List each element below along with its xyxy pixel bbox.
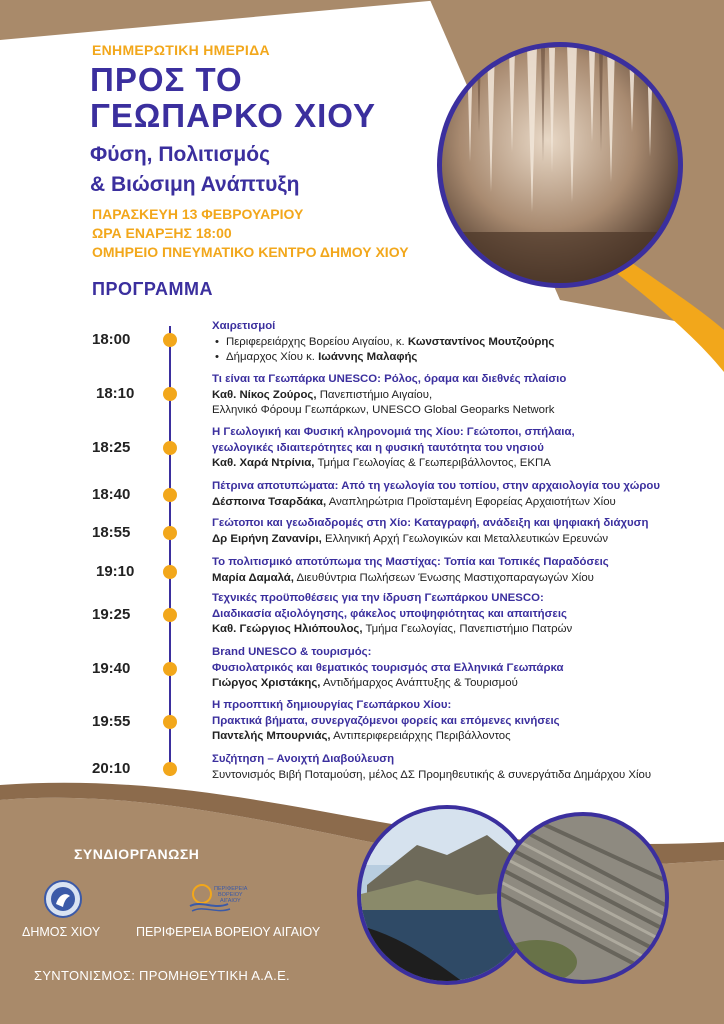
- speaker-affiliation: Τμήμα Γεωλογίας, Πανεπιστήμιο Πατρών: [365, 623, 573, 635]
- subtitle-line-2: & Βιώσιμη Ανάπτυξη: [90, 173, 300, 196]
- bullet-role: Περιφερειάρχης Βορείου Αιγαίου, κ.: [226, 335, 405, 348]
- program-item: [212, 555, 609, 586]
- item-title: Γεώτοποι και γεωδιαδρομές στη Χίο: Καταγραφή, ανάδειξη και ψηφιακή διάχυση: [212, 517, 649, 529]
- program-item: [212, 319, 554, 366]
- moderator-info: Συντονισμός Βιβή Ποταμούση, μέλος ΔΣ Προμηθευτικής & συνεργάτιδα Δημάρχου Χίου: [212, 768, 652, 781]
- time-slot: 18:55: [92, 524, 131, 541]
- item-title: Η προοπτική δημιουργίας Γεωπάρκου Χίου:: [212, 699, 452, 711]
- speaker-affiliation: Πανεπιστήμιο Αιγαίου,: [319, 388, 433, 401]
- event-venue: ΟΜΗΡΕΙΟ ΠΝΕΥΜΑΤΙΚΟ ΚΕΝΤΡΟ ΔΗΜΟΥ ΧΙΟΥ: [92, 244, 409, 260]
- speaker-affiliation: Τμήμα Γεωλογίας & Γεωπεριβάλλοντος, ΕΚΠΑ: [317, 457, 551, 469]
- speaker-affiliation: Αντιπεριφερειάρχης Περιβάλλοντος: [333, 730, 511, 742]
- top-left-brown-triangle: [0, 0, 440, 40]
- speaker-name: Δέσποινα Τσαρδάκα,: [212, 495, 327, 508]
- bullet-role: Δήμαρχος Χίου κ.: [226, 351, 315, 363]
- item-title: Τι είναι τα Γεωπάρκα UNESCO: Ρόλος, όραμα και διεθνές πλαίσιο: [212, 373, 567, 385]
- title-line-2: ΓΕΩΠΑΡΚΟ ΧΙΟΥ: [90, 97, 377, 134]
- org-north-aegean-region: ΠΕΡΙΦΕΡΕΙΑ ΒΟΡΕΙΟΥ ΑΙΓΑΙΟΥ: [136, 925, 321, 939]
- chios-municipality-logo: [44, 880, 82, 918]
- item-title-cont: Διαδικασία αξιολόγησης, φάκελος υποψηφιότητας και απαιτήσεις: [212, 607, 567, 620]
- coordination-credit: ΣΥΝΤΟΝΙΣΜΟΣ: ΠΡΟΜΗΘΕΥΤΙΚΗ Α.Α.Ε.: [34, 968, 290, 983]
- timeline-dot: [163, 441, 177, 455]
- event-type-label: ΕΝΗΜΕΡΩΤΙΚΗ ΗΜΕΡΙΔΑ: [92, 42, 270, 58]
- timeline-dot: [163, 608, 177, 622]
- timeline-dot: [163, 715, 177, 729]
- speaker-name: Καθ. Χαρά Ντρίνια,: [212, 457, 315, 469]
- north-aegean-region-logo: [188, 882, 250, 914]
- org-chios-municipality: ΔΗΜΟΣ ΧΙΟΥ: [22, 925, 101, 939]
- item-title: Πέτρινα αποτυπώματα: Από τη γεωλογία του τοπίου, στην αρχαιολογία του χώρου: [212, 480, 660, 492]
- rock-formation-photo: [497, 812, 669, 984]
- speaker-name: Δρ Ειρήνη Ζανανίρι,: [212, 532, 322, 545]
- page-subtitle: [90, 140, 300, 200]
- coorganizers-heading: ΣΥΝΔΙΟΡΓΑΝΩΣΗ: [74, 846, 200, 862]
- timeline-dot: [163, 488, 177, 502]
- program-item: [212, 372, 566, 419]
- logo-text-line-2: ΒΟΡΕΙΟΥ: [218, 892, 243, 898]
- item-title-cont: γεωλογικές ιδιαιτερότητες και η φυσική ταυτότητα του νησιού: [212, 441, 544, 454]
- time-slot: 18:10: [96, 385, 135, 402]
- item-title: Το πολιτισμικό αποτύπωμα της Μαστίχας: Τοπία και Τοπικές Παραδόσεις: [212, 556, 609, 568]
- program-item: [212, 752, 651, 783]
- speaker-name: Μαρία Δαμαλά,: [212, 571, 294, 584]
- item-title: Χαιρετισμοί: [212, 320, 276, 332]
- item-title: Η Γεωλογική και Φυσική κληρονομιά της Χίου: Γεώτοποι, σπήλαια,: [212, 426, 575, 438]
- time-slot: 18:25: [92, 439, 131, 456]
- time-slot: 19:25: [92, 606, 131, 623]
- speaker-name: Καθ. Νίκος Ζούρος,: [212, 388, 317, 401]
- time-slot: 19:10: [96, 563, 135, 580]
- subtitle-line-1: Φύση, Πολιτισμός: [90, 143, 270, 166]
- page-title: [90, 62, 376, 134]
- logo-text-line-1: ΠΕΡΙΦΕΡΕΙΑ: [214, 886, 248, 892]
- item-title: Συζήτηση – Ανοιχτή Διαβούλευση: [212, 753, 395, 765]
- time-slot: 19:40: [92, 660, 131, 677]
- program-item: [212, 516, 648, 547]
- speaker-name: Κωνσταντίνος Μουτζούρης: [407, 335, 555, 348]
- program-item: [212, 591, 572, 638]
- event-date: ΠΑΡΑΣΚΕΥΗ 13 ΦΕΒΡΟΥΑΡΙΟΥ: [92, 206, 304, 222]
- speaker-name: Παντελής Μπουρνιάς,: [212, 730, 331, 742]
- title-line-1: ΠΡΟΣ ΤΟ: [90, 61, 243, 98]
- time-slot: 20:10: [92, 760, 131, 777]
- logo-text-line-3: ΑΙΓΑΙΟΥ: [220, 898, 241, 904]
- speaker-name: Ιωάννης Μαλαφής: [318, 351, 418, 363]
- item-title: Brand UNESCO & τουρισμός:: [212, 646, 372, 658]
- timeline-dot: [163, 387, 177, 401]
- cave-photo: [437, 42, 683, 288]
- timeline-dot: [163, 762, 177, 776]
- speaker-affiliation: Αναπληρώτρια Προϊσταμένη Εφορείας Αρχαιοτήτων Χίου: [328, 495, 616, 508]
- item-title-cont: Φυσιολατρικός και θεματικός τουρισμός στα Ελληνικά Γεωπάρκα: [212, 661, 564, 674]
- speaker-affiliation: Ελληνική Αρχή Γεωλογικών και Μεταλλευτικών Ερευνών: [324, 532, 609, 545]
- program-heading: ΠΡΟΓΡΑΜΜΑ: [92, 279, 213, 299]
- timeline-dot: [163, 333, 177, 347]
- speaker-affiliation: Διευθύντρια Πωλήσεων Ένωσης Μαστιχοπαραγωγών Χίου: [296, 571, 594, 584]
- time-slot: 18:40: [92, 486, 131, 503]
- program-item: [212, 645, 563, 692]
- timeline-dot: [163, 526, 177, 540]
- event-start-time: ΩΡΑ ΕΝΑΡΞΗΣ 18:00: [92, 225, 232, 241]
- program-item: [212, 698, 560, 745]
- item-title-cont: Πρακτικά βήματα, συνεργαζόμενοι φορείς και επόμενες κινήσεις: [212, 714, 560, 727]
- program-item: [212, 479, 660, 510]
- timeline-dot: [163, 662, 177, 676]
- item-title: Τεχνικές προϋποθέσεις για την ίδρυση Γεωπάρκου UNESCO:: [212, 592, 544, 604]
- time-slot: 19:55: [92, 713, 131, 730]
- speaker-affiliation: Αντιδήμαρχος Ανάπτυξης & Τουρισμού: [323, 677, 518, 689]
- speaker-name: Γιώργος Χριστάκης,: [212, 677, 321, 689]
- time-slot: 18:00: [92, 331, 131, 348]
- timeline-dot: [163, 565, 177, 579]
- speaker-affiliation: Ελληνικό Φόρουμ Γεωπάρκων, UNESCO Global Geoparks Network: [212, 404, 555, 416]
- speaker-name: Καθ. Γεώργιος Ηλιόπουλος,: [212, 623, 363, 635]
- program-item: [212, 425, 575, 472]
